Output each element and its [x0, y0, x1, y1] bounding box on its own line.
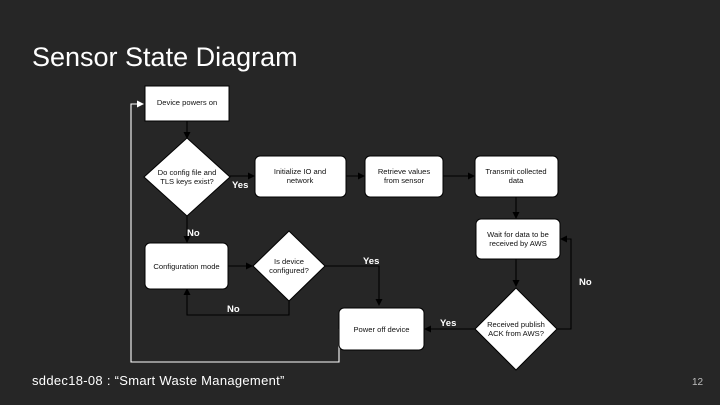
- node-transmit-data: [475, 156, 558, 197]
- node-label: from sensor: [383, 176, 425, 185]
- node-label: Configuration mode: [153, 262, 220, 271]
- edge-power-off-to-power-on: [131, 104, 339, 362]
- edge-label-config-yes: Yes: [232, 180, 249, 191]
- node-label: data: [508, 176, 524, 185]
- edge-label-configured-no: No: [227, 304, 240, 315]
- node-label: Received publish: [487, 320, 545, 329]
- node-label: Retrieve values: [377, 167, 431, 176]
- edge-label-ack-no: No: [579, 277, 592, 288]
- node-label: Power off device: [353, 325, 410, 334]
- node-initialize-io: [255, 156, 346, 197]
- page-number: 12: [692, 377, 704, 388]
- edge-label-ack-yes: Yes: [440, 318, 457, 329]
- node-retrieve-values: [365, 156, 443, 197]
- node-is-configured: [253, 231, 325, 301]
- node-device-powers-on: [145, 86, 229, 121]
- node-config-check: [144, 138, 230, 216]
- edge-label-configured-yes: Yes: [363, 256, 380, 267]
- node-label: network: [286, 176, 314, 185]
- node-configuration-mode: [145, 243, 228, 289]
- node-label: TLS keys exist?: [160, 177, 214, 186]
- node-label: received by AWS: [489, 239, 547, 248]
- node-power-off: [339, 308, 424, 350]
- node-label: Device powers on: [156, 98, 218, 107]
- edge-label-config-no: No: [187, 228, 200, 239]
- node-label: ACK from AWS?: [488, 329, 544, 338]
- node-label: Is device: [274, 257, 304, 266]
- node-label: Initialize IO and: [273, 167, 327, 176]
- slide-footer: sddec18-08 : “Smart Waste Management”: [32, 373, 285, 388]
- node-label: Wait for data to be: [487, 230, 549, 239]
- node-label: configured?: [269, 266, 309, 275]
- node-wait-for-aws: [476, 219, 560, 259]
- edge-configured-yes: [325, 266, 379, 305]
- node-received-ack: [475, 288, 557, 370]
- slide-title: Sensor State Diagram: [32, 42, 298, 72]
- node-label: Transmit collected: [485, 167, 547, 176]
- node-label: Do config file and: [157, 168, 217, 177]
